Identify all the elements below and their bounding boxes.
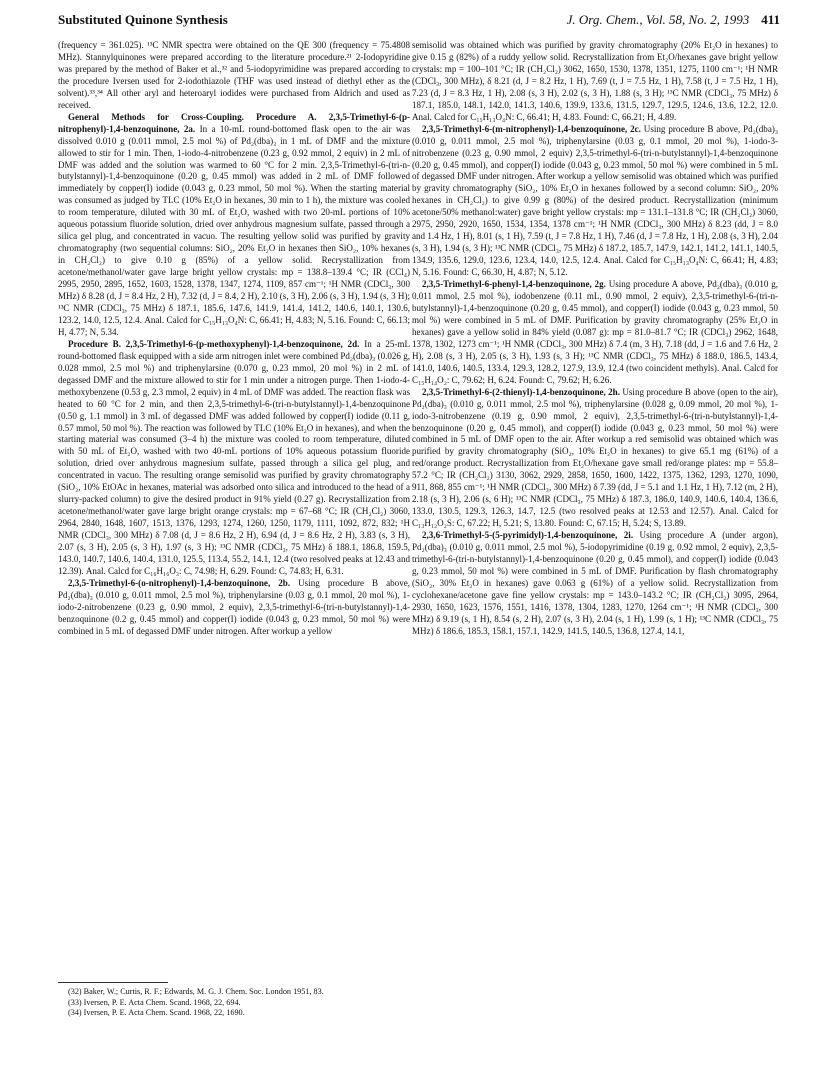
left-paragraph-3	[58, 578, 410, 638]
compound-heading: 2,3,5-Trimethyl-6-(o-nitrophenyl)-1,4-benzoquinone, 2b.	[68, 577, 291, 588]
page-number: 411	[761, 12, 780, 27]
journal-citation	[567, 12, 780, 28]
paragraph-body: Using procedure B above (open to the air), Pd₂(dba)₃ (0.010 g, 0.011 mmol, 2.5 mol %), triphenylarsine (0.028 g, 0.09 mmol, 20 mol %), 1-iodo-3-nitrobenzene (0.19 g, 0.90 mmol, 2 equiv), 2,3,5-trimethyl-6-(tri-n-butylstannyl)-1,4-benzoquinone (0.20 g, 0.45 mmol), and copper(I) iodide (0.043 g, 0.23 mmol, 50 mol %) were combined in 5 mL of DMF open to the air. After workup a red semisolid was obtained which was purified by gravity chromatography (SiO₂, 10% Et₂O in hexanes) to give 65.1 mg (61%) of a red/orange product. Recrystallization from Et₂O/hexane gave small red/orange plates: mp = 55.8–57.2 °C; IR (CH₂Cl₂) 3130, 3062, 2929, 2858, 1650, 1600, 1422, 1375, 1362, 1293, 1270, 1090, 911, 868, 855 cm⁻¹; ¹H NMR (CDCl₃, 300 MHz) δ 7.39 (dd, J = 5.1 and 1.1 Hz, 1 H), 7.12 (m, 2 H), 2.18 (s, 3 H), 2.06 (s, 6 H); ¹³C NMR (CDCl₃, 75 MHz) δ 187.3, 186.0, 140.9, 140.6, 140.4, 136.6, 133.0, 130.5, 129.3, 126.3, 14.7, 12.5 (two resolved peaks at 12.53 and 12.57). Anal. Calcd for C₁₃H₁₂O₂S: C, 67.22; H, 5.21; S, 13.80. Found: C, 67.15; H, 5.24; S, 13.89.	[412, 386, 778, 529]
left-paragraph-1	[58, 112, 410, 339]
footnote-34: (34) Iversen, P. E. Acta Chem. Scand. 1968, 22, 1690.	[68, 1008, 245, 1018]
compound-heading: 2,3,5-Trimethyl-6-(2-thienyl)-1,4-benzoquinone, 2h.	[422, 386, 620, 397]
left-paragraph-0: (frequency = 361.025). ¹³C NMR spectra were obtained on the QE 300 (frequency = 75.4808 MHz). Stannylquinones were prepared according to the literature procedure.²¹ 2-Iodopyridine was prepared by the method of Baker et al.,³² and 5-iodopyrimidine was prepared according to the procedure Iversen used for 2-iodothiazole (THF was used instead of diethyl ether as the solvent).³³,³⁴ All other aryl and heteroaryl iodides were purchased from Aldrich and used as received.	[58, 40, 410, 110]
right-column	[412, 40, 778, 638]
paragraph-body: In a 25-mL round-bottomed flask equipped with a side arm nitrogen inlet were combined Pd₂(dba)₃ (0.026 g, 0.028 mmol, 2.5 mol %) and triphenylarsine (0.070 g, 0.23 mmol, 20 mol %) in 2 mL of degassed DMF and the mixture allowed to stir for 1 min under a nitrogen purge. Then 1-iodo-4-methoxybenzene (0.53 g, 2.3 mmol, 2 equiv) in 4 mL of DMF was added. The reaction flask was heated to 60 °C for 2 min, and then 2,3,5-trimethyl-6-(tri-n-butylstannyl)-1,4-benzoquinone (0.50 g, 1.1 mmol) in 3 mL of degassed DMF was added followed by copper(I) iodide (0.11 g, 0.57 mmol, 50 mol %). The reaction was followed by TLC (10% Et₂O in hexanes), and when the starting material was consumed (3–4 h) the mixture was cooled to room temperature, diluted with 50 mL of Et₂O, washed with two 40-mL portions of 10% aqueous potassium fluoride solution, dried over anhydrous magnesium sulfate, passed through a silica gel plug, and concentrated in vacuo. The resulting orange semisolid was purified by gravity chromatography (SiO₂, 10% EtOAc in hexanes, material was adsorbed onto silica and introduced to the head of a slurry-packed column) to give the desired product in 91% yield (0.27 g). Recrystallization from acetone/methanol/water gave large bright orange crystals: mp = 67–68 °C; IR (CH₂Cl₂) 3060, 2964, 2840, 1648, 1607, 1513, 1376, 1293, 1274, 1260, 1250, 1179, 1111, 1092, 872, 832; ¹H NMR (CDCl₃, 300 MHz) δ 7.08 (d, J = 8.6 Hz, 2 H), 6.94 (d, J = 8.6 Hz, 2 H), 3.83 (s, 3 H), 2.07 (s, 3 H), 2.05 (s, 3 H), 1.97 (s, 3 H); ¹³C NMR (CDCl₃, 75 MHz) δ 188.1, 186.8, 159.5, 143.0, 140.7, 140.6, 140.4, 131.0, 125.5, 113.4, 55.2, 14.1, 12.4 (two resolved peaks at 12.43 and 12.39). Anal. Calcd for C₁₆H₁₆O₃: C, 74.98; H, 6.29. Found: C, 74.83; H, 6.31.	[58, 338, 410, 576]
compound-heading: Procedure B. 2,3,5-Trimethyl-6-(p-methoxyphenyl)-1,4-benzoquinone, 2d.	[68, 338, 360, 349]
compound-heading: 2,3,5-Trimethyl-6-(m-nitrophenyl)-1,4-benzoquinone, 2c.	[422, 123, 641, 134]
right-paragraph-4	[412, 530, 778, 638]
right-paragraph-2	[412, 279, 778, 387]
paragraph-body: In a 10-mL round-bottomed flask open to the air was dissolved 0.010 g (0.011 mmol, 2.5 mol %) of Pd₂(dba)₃ in 1 mL of DMF and the mixture allowed to stir for 1 min. Then, 1-iodo-4-nitrobenzene (0.23 g, 0.92 mmol, 2 equiv) in 2 mL of DMF was added and the solution was warmed to 60 °C for 2 min. 2,3,5-Trimethyl-6-(tri-n-butylstannyl)-1,4-benzoquinone (0.20 g, 0.45 mmol) was added in 2 mL of DMF followed immediately by copper(I) iodide (0.043 g, 0.23 mmol, 50 mol %). When the starting material was consumed as judged by TLC (10% Et₂O in hexanes, 30 min to 1 h), the mixture was cooled to room temperature, diluted with 30 mL of Et₂O, washed with two 20-mL portions of 10% aqueous potassium fluoride solution, dried over anhydrous magnesium sulfate, passed through a silica gel plug, and concentrated in vacuo. The resulting yellow solid was purified by gravity chromatography (two sequential columns: SiO₂, 20% Et₂O in hexanes then SiO₂, 10% hexanes in CH₂Cl₂) to give 0.10 g (85%) of a yellow solid. Recrystallization from acetone/methanol/water gave large bright yellow crystals: mp = 138.8–139.4 °C; IR (CCl₄) 2995, 2950, 2895, 1652, 1603, 1528, 1378, 1347, 1274, 1109, 857 cm⁻¹; ¹H NMR (CDCl₃, 300 MHz) δ 8.28 (d, J = 8.4 Hz, 2 H), 7.32 (d, J = 8.4, 2 H), 2.10 (s, 3 H), 2.06 (s, 3 H), 1.94 (s, 3 H); ¹³C NMR (CDCl₃, 75 MHz) δ 187.1, 185.6, 147.6, 141.9, 141.4, 141.2, 140.6, 140.1, 130.6, 123.2, 14.0, 12.5, 12.4. Anal. Calcd for C₁₅H₁₃O₄N: C, 66.41; H, 4.83; N, 5.16. Found: C, 66.13; H, 4.77; N, 5.34.	[58, 123, 411, 337]
left-paragraph-2	[58, 339, 410, 578]
footnote-33: (33) Iversen, P. E. Acta Chem. Scand. 1968, 22, 694.	[68, 997, 241, 1007]
left-column	[58, 40, 410, 638]
footnote-32: (32) Baker, W.; Curtis, R. F.; Edwards, M. G. J. Chem. Soc. London 1951, 83.	[68, 987, 324, 996]
running-title: Substituted Quinone Synthesis	[58, 12, 228, 27]
paragraph-body: Using procedure A above, Pd₂(dba)₃ (0.010 g, 0.011 mmol, 2.5 mol %), iodobenzene (0.11 mL, 0.90 mmol, 2 equiv), 2,3,5-trimethyl-6-(tri-n-butylstannyl)-1,4-benzoquinone (0.20 g, 0.45 mmol), and copper(I) iodide (0.043 g, 0.23 mmol, 50 mol %) were combined in 5 mL of DMF. Purification by gravity chromatography (25% Et₂O in hexanes) gave a yellow solid in 84% yield (0.087 g): mp = 81.0–81.7 °C; IR (CDCl₃) 2962, 1648, 1378, 1302, 1273 cm⁻¹; ¹H NMR (CDCl₃, 300 MHz) δ 7.4 (m, 3 H), 7.18 (dd, J = 1.6 and 7.6 Hz, 2 H), 2.08 (s, 3 H), 2.05 (s, 3 H), 1.93 (s, 3 H); ¹³C NMR (CDCl₃, 75 MHz) δ 188.0, 186.5, 143.4, 141.0, 140.6, 140.5, 133.4, 129.3, 128.2, 127.9, 13.9, 12.4 (two coincident methyls). Anal. Calcd for C₁₅H₁₄O₂: C, 79.62; H, 6.24. Found: C, 79.62; H, 6.26.	[412, 279, 778, 385]
right-paragraph-3	[412, 387, 778, 530]
compound-heading: General Methods for Cross-Coupling. Procedure A. 2,3,5-Trimethyl-6-(p-nitrophenyl)-1,4-benzoquinone, 2a.	[58, 111, 410, 134]
journal-name: J. Org. Chem., Vol. 58, No. 2, 1993	[566, 12, 750, 27]
compound-heading: 2,3,6-Trimethyl-5-(5-pyrimidyl)-1,4-benzoquinone, 2i.	[422, 530, 634, 541]
paragraph-body: Using procedure B above, Pd₂(dba)₃ (0.010 g, 0.011 mmol, 2.5 mol %), triphenylarsine (0.03 g, 0.1 mmol, 20 mol %), 1-iodo-3-nitrobenzene (0.23 g, 0.90 mmol, 2 equiv) 2,3,5-trimethyl-6-(tri-n-butylstannyl)-1,4-benzoquinone (0.20 g, 0.45 mmol), and copper(I) iodide (0.043 g, 0.23 mmol, 50 mol %) were combined in 5 mL of degassed DMF under nitrogen. After workup a yellow semisolid was obtained which was purified by gravity chromatography (SiO₂, 10% Et₂O in hexanes followed by a second column: SiO₂, 20% hexanes in CH₂Cl₂) to give 0.99 g (80%) of the desired product. Recrystallization (minimum acetone/50% methanol:water) gave bright yellow crystals: mp = 131.1–131.8 °C; IR (CH₂Cl₂) 3060, 2975, 2950, 2920, 1650, 1534, 1354, 1378 cm⁻¹; ¹H NMR (CDCl₃, 300 MHz) δ 8.23 (dd, J = 8.0 and 1.4 Hz, 1 H), 8.01 (s, 1 H), 7.59 (t, J = 7.8 Hz, 1 H), 7.46 (d, J = 7.8 Hz, 1 H), 2.08 (s, 3 H), 2.04 (s, 3 H), 1.94 (s, 3 H); ¹³C NMR (CDCl₃, 75 MHz) δ 187.2, 185.7, 147.9, 142.1, 141.2, 141.1, 140.5, 134.9, 135.6, 129.0, 123.6, 123.4, 14.0, 12.5, 12.4. Anal. Calcd for C₁₅H₁₃O₄N: C, 66.41; H, 4.83; N, 5.16. Found: C, 66.30, H, 4.87; N, 5.12.	[412, 123, 778, 278]
paragraph-body: Using procedure B above, Pd₂(dba)₃ (0.010 g, 0.011 mmol, 2.5 mol %), triphenylarsine (0.03 g, 0.1 mmol, 20 mol %), 1-iodo-2-nitrobenzene (0.23 g, 0.90 mmol, 2 equiv), 2,3,5-trimethyl-6-(tri-n-butylstannyl)-1,4-benzoquinone (0.2 g, 0.45 mmol) and copper(I) iodide (0.043 g, 0.23 mmol, 50 mol %) were combined in 5 mL of degassed DMF under nitrogen. After workup a yellow	[58, 577, 410, 636]
footnote-rule	[58, 982, 168, 983]
paragraph-body: Using procedure A (under argon), Pd₂(dba)₃ (0.010 g, 0.011 mmol, 2.5 mol %), 5-iodopyrimidine (0.19 g, 0.92 mmol, 2 equiv), 2,3,5-trimethyl-6-(tri-n-butylstannyl)-1,4-benzoquinone (0.20 g, 0.45 mmol), and copper(I) iodide (0.043 g, 0.23 mmol, 50 mol %) were combined in 5 mL of DMF. Purification by flash chromatography (SiO₂, 30% Et₂O in hexanes) gave 0.063 g (61%) of a yellow solid. Recrystallization from cyclohexane/acetone gave fine yellow crystals: mp = 143.0–143.2 °C; IR (CH₂Cl₂) 3095, 2964, 2930, 1650, 1623, 1576, 1551, 1416, 1378, 1304, 1283, 1270, 1264 cm⁻¹; ¹H NMR (CDCl₃, 300 MHz) δ 9.19 (s, 1 H), 8.54 (s, 2 H), 2.07 (s, 3 H), 2.04 (s, 1 H), 1.99 (s, 1 H); ¹³C NMR (CDCl₃, 75 MHz) δ 186.6, 185.3, 158.1, 157.1, 142.9, 141.5, 140.5, 136.8, 127.4, 14.1,	[412, 530, 778, 636]
right-paragraph-1	[412, 124, 778, 279]
footnotes	[58, 982, 410, 1019]
compound-heading: 2,3,5-Trimethyl-6-phenyl-1,4-benzoquinone, 2g.	[422, 279, 606, 290]
right-paragraph-0: semisolid was obtained which was purified by gravity chromatography (20% Et₂O in hexanes) to give 0.15 g (82%) of a ruddy yellow solid. Recrystallization from Et₂O/hexanes gave bright yellow crystals: mp = 100–101 °C; IR (CH₂Cl₂) 3062, 1650, 1530, 1378, 1351, 1275, 1100 cm⁻¹; ¹H NMR (CDCl₃, 300 MHz), δ 8.21 (d, J = 8.2 Hz, 1 H), 7.69 (t, J = 7.5 Hz, 1 H), 7.58 (t, J = 7.5 Hz, 1 H), 7.23 (d, J = 8.3 Hz, 1 H), 2.08 (s, 3 H), 2.02 (s, 3 H), 1.88 (s, 3 H); ¹³C NMR (CDCl₃, 75 MHz) δ 187.1, 185.0, 148.1, 142.0, 141.3, 140.6, 139.9, 133.6, 131.5, 129.7, 129.5, 124.6, 13.6, 12.2, 12.0. Anal. Calcd for C₁₅H₁₃O₄N: C, 66.41; H, 4.83. Found: C, 66.21; H, 4.89.	[412, 40, 778, 122]
page-header	[58, 12, 780, 32]
